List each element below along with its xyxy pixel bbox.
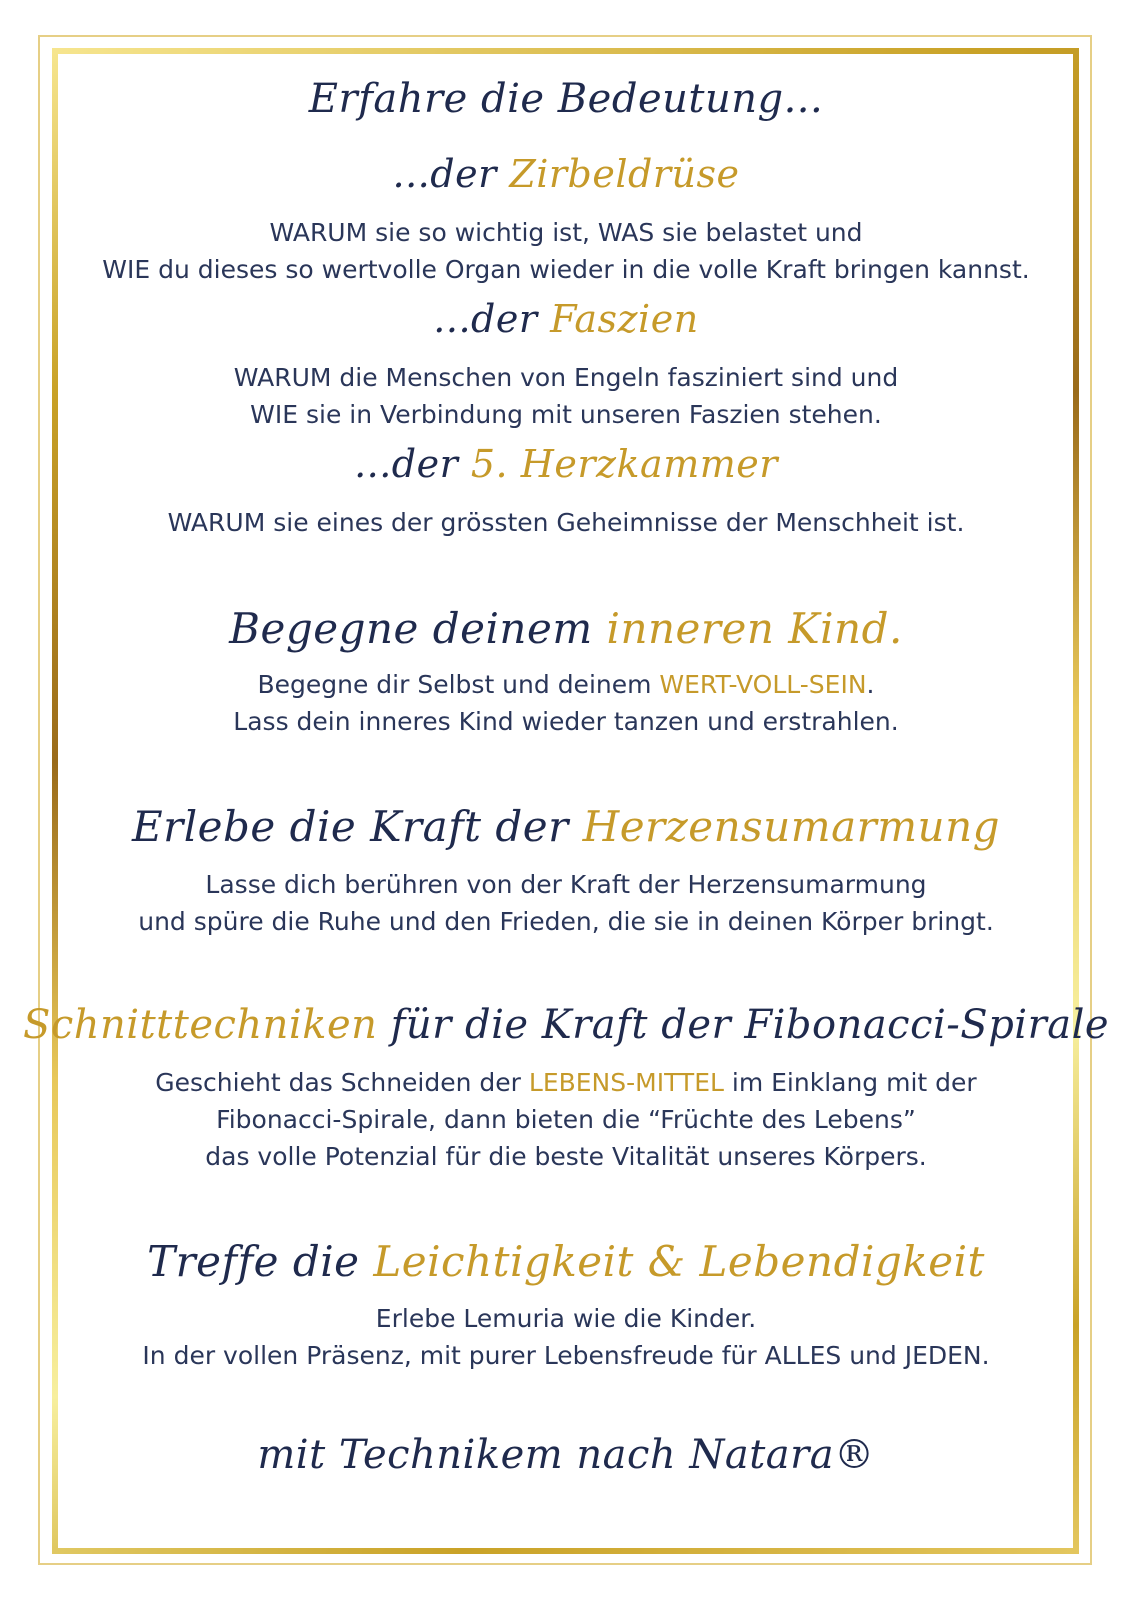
heading-zirbel-prefix: ...der <box>392 152 510 196</box>
heading-kind-highlight: inneren Kind. <box>606 604 903 653</box>
heading-herzensumarmung <box>0 802 1132 851</box>
heading-schnitttechniken <box>0 1002 1132 1048</box>
heading-kind-prefix: Begegne deinem <box>229 604 607 653</box>
footer-natara: mit Technikem nach Natara® <box>257 1432 875 1478</box>
umarmung-text-1: Lasse dich berühren von der Kraft der Herzensumarmung <box>205 870 927 899</box>
heading-zirbel <box>0 152 1132 196</box>
kind-text-1 <box>0 670 1132 699</box>
zirbel-text-1: WARUM sie so wichtig ist, WAS sie belastet und <box>269 218 863 247</box>
lebens-mittel: LEBENS-MITTEL <box>528 1068 724 1097</box>
heading-schnitt-highlight: Schnitttechniken <box>22 1002 378 1048</box>
heading-leicht-prefix: Treffe die <box>147 1237 374 1286</box>
schnitt-text-1-suffix: im Einklang mit der <box>723 1068 977 1097</box>
schnitt-text-1 <box>0 1068 1132 1097</box>
heading-faszien-prefix: ...der <box>433 297 551 341</box>
leicht-text-1: Erlebe Lemuria wie die Kinder. <box>375 1304 757 1333</box>
wert-voll-sein: WERT-VOLL-SEIN <box>659 670 867 699</box>
herzkammer-text: WARUM sie eines der grössten Geheimnisse der Menschheit ist. <box>167 508 965 537</box>
schnitt-text-3: das volle Potenzial für die beste Vitalität unseres Körpers. <box>205 1142 927 1171</box>
heading-faszien-highlight: Faszien <box>550 297 699 341</box>
faszien-text-2: WIE sie in Verbindung mit unseren Faszien stehen. <box>250 400 882 429</box>
heading-schnitt-suffix: für die Kraft der Fibonacci-Spirale <box>377 1002 1110 1048</box>
heading-leicht-highlight: Leichtigkeit & Lebendigkeit <box>373 1237 985 1286</box>
heading-umarmung-highlight: Herzensumarmung <box>582 802 1001 851</box>
heading-leichtigkeit <box>0 1237 1132 1286</box>
faszien-text-1: WARUM die Menschen von Engeln fasziniert sind und <box>233 363 899 392</box>
zirbel-text-2: WIE du dieses so wertvolle Organ wieder in die volle Kraft bringen kannst. <box>102 255 1030 284</box>
heading-herzkammer <box>0 442 1132 486</box>
heading-herzkammer-highlight: 5. Herzkammer <box>470 442 778 486</box>
heading-inneres-kind <box>0 604 1132 653</box>
leicht-text-2: In der vollen Präsenz, mit purer Lebensfreude für ALLES und JEDEN. <box>142 1341 990 1370</box>
umarmung-text-2: und spüre die Ruhe und den Frieden, die sie in deinen Körper bringt. <box>138 907 994 936</box>
kind-text-1-prefix: Begegne dir Selbst und deinem <box>257 670 660 699</box>
schnitt-text-1-prefix: Geschieht das Schneiden der <box>155 1068 529 1097</box>
heading-faszien <box>0 297 1132 341</box>
heading-zirbel-highlight: Zirbeldrüse <box>509 152 740 196</box>
heading-umarmung-prefix: Erlebe die Kraft der <box>131 802 583 851</box>
kind-text-1-suffix: . <box>866 670 875 699</box>
heading-bedeutung: Erfahre die Bedeutung... <box>308 76 824 122</box>
schnitt-text-2: Fibonacci-Spirale, dann bieten die “Früchte des Lebens” <box>216 1105 916 1134</box>
heading-herzkammer-prefix: ...der <box>354 442 471 486</box>
kind-text-2: Lass dein inneres Kind wieder tanzen und erstrahlen. <box>233 707 899 736</box>
